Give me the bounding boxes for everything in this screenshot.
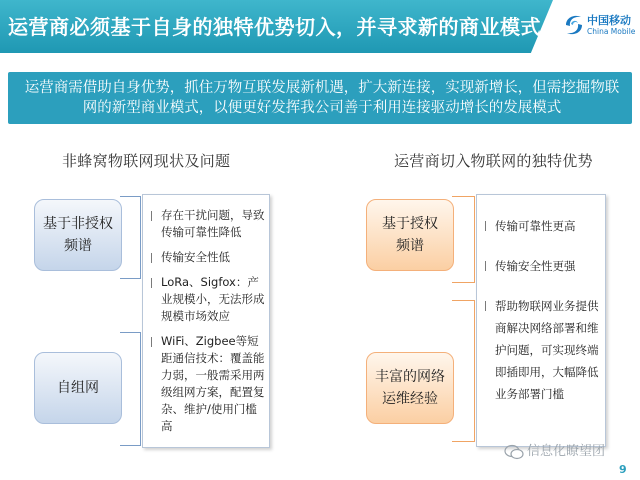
- category-label-line1: 自组网: [57, 380, 99, 396]
- slide-title: 运营商必须基于自身的独特优势切入，并寻求新的商业模式: [8, 15, 541, 39]
- bracket-connector: [452, 196, 475, 283]
- watermark: [504, 440, 605, 460]
- summary-banner: [8, 72, 632, 124]
- left-section-title: 非蜂窝物联网现状及问题: [62, 152, 231, 170]
- bracket-connector: [120, 196, 141, 279]
- list-item: LoRa、Sigfox：产业规模小，无法形成规模市场效应: [149, 274, 265, 325]
- right-detail-panel: [476, 194, 606, 447]
- category-ad-hoc-network: [34, 352, 122, 424]
- list-item: 帮助物联网业务提供商解决网络部署和维护问题，可实现终端即插即用，大幅降低业务部署门槛: [483, 295, 601, 405]
- summary-banner-text: 运营商需借助自身优势，抓住万物互联发展新机遇，扩大新连接，实现新增长，但需挖掘物联网的新型商业模式，以便更好发挥我公司善于利用连接驱动增长的发展模式: [24, 80, 620, 116]
- list-item: 传输安全性更强: [483, 255, 601, 277]
- page-number: 9: [619, 463, 627, 476]
- category-label-line1: 丰富的网络: [375, 369, 445, 385]
- list-item: 传输可靠性更高: [483, 215, 601, 237]
- right-section-title: 运营商切入物联网的独特优势: [394, 152, 593, 170]
- logo-text-en: China Mobile: [587, 27, 636, 36]
- category-label-line2: 频谱: [64, 238, 92, 254]
- list-item: 传输安全性低: [149, 249, 265, 266]
- logo-text-cn: 中国移动: [587, 14, 631, 27]
- category-network-ops-experience: [366, 352, 454, 424]
- bracket-connector: [452, 300, 475, 442]
- watermark-text: 信息化瞭望团: [527, 444, 606, 459]
- china-mobile-logo-icon: [563, 12, 585, 38]
- category-licensed-spectrum: [366, 199, 454, 271]
- list-item: WiFi、Zigbee等短距通信技术：覆盖能力弱，一般需采用两级组网方案，配置复杂、维护/使用门槛高: [149, 333, 265, 435]
- china-mobile-logo: [563, 12, 635, 40]
- chat-bubble-icon: [504, 444, 524, 460]
- category-label-line1: 基于授权: [382, 216, 438, 232]
- category-label-line1: 基于非授权: [43, 216, 113, 232]
- category-label-line2: 频谱: [396, 238, 424, 254]
- left-detail-panel: [142, 194, 270, 448]
- category-unlicensed-spectrum: [34, 199, 122, 271]
- slide-header: [0, 0, 640, 53]
- category-label-line2: 运维经验: [382, 391, 438, 407]
- bracket-connector: [120, 332, 141, 446]
- list-item: 存在干扰问题，导致传输可靠性降低: [149, 207, 265, 241]
